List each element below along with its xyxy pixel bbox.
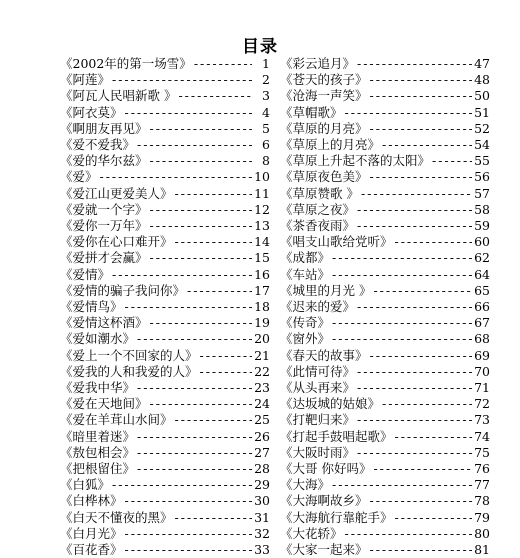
toc-entry-page: 67 [474, 315, 490, 331]
toc-leader-dashes [395, 234, 472, 250]
toc-entry-page: 48 [474, 72, 490, 88]
toc-entry-page: 33 [254, 542, 270, 558]
toc-entry [60, 105, 270, 121]
toc-entry-page: 13 [254, 218, 270, 234]
toc-entry-page: 16 [254, 266, 270, 282]
toc-entry [60, 153, 270, 169]
toc-right-column [280, 56, 490, 558]
toc-entry [280, 331, 490, 347]
toc-entry-title: 《阿瓦人民唱新歌 》 [60, 88, 177, 104]
toc-leader-dashes [357, 445, 472, 461]
toc-leader-dashes [137, 429, 252, 445]
toc-entry [280, 218, 490, 234]
toc-leader-dashes [112, 72, 252, 88]
toc-entry-page: 12 [254, 201, 270, 217]
toc-leader-dashes [125, 542, 252, 558]
toc-entry-page: 69 [474, 347, 490, 363]
toc-entry [280, 412, 490, 428]
toc-leader-dashes [137, 137, 252, 153]
toc-entry [280, 493, 490, 509]
toc-entry-page: 56 [474, 169, 490, 185]
toc-entry [280, 137, 490, 153]
toc-leader-dashes [382, 396, 472, 412]
toc-entry [280, 526, 490, 542]
toc-entry [280, 348, 490, 364]
toc-entry [280, 510, 490, 526]
toc-entry-page: 24 [254, 396, 270, 412]
toc-entry-title: 《城里的月光 》 [280, 282, 372, 298]
toc-entry-title: 《爱在羊茸山水间》 [60, 412, 173, 428]
toc-entry-title: 《大家一起来》 [280, 542, 368, 558]
toc-entry [60, 380, 270, 396]
toc-entry-page: 5 [262, 120, 270, 136]
toc-entry-title: 《爱拼才会赢》 [60, 250, 148, 266]
toc-entry-title: 《爱你在心口难开》 [60, 234, 173, 250]
toc-entry-title: 《敖包相会》 [60, 444, 136, 460]
toc-entry-title: 《爱情的骗子我问你》 [60, 282, 186, 298]
toc-leader-dashes [100, 169, 252, 185]
toc-entry-page: 54 [474, 137, 490, 153]
toc-entry-page: 65 [474, 282, 490, 298]
toc-leader-dashes [357, 202, 472, 218]
toc-entry [280, 105, 490, 121]
toc-entry [60, 186, 270, 202]
toc-entry-title: 《爱江山更爱美人》 [60, 185, 173, 201]
toc-left-column [60, 56, 270, 558]
toc-entry-title: 《阿衣莫》 [60, 104, 123, 120]
toc-entry [60, 121, 270, 137]
toc-entry-title: 《打起手鼓唱起歌》 [280, 428, 393, 444]
toc-entry-title: 《此情可待》 [280, 363, 356, 379]
toc-leader-dashes [357, 412, 472, 428]
toc-entry-title: 《成都》 [280, 250, 331, 266]
toc-entry [60, 88, 270, 104]
toc-entry [60, 250, 270, 266]
toc-entry-title: 《白月光》 [60, 525, 123, 541]
toc-entry-title: 《窗外》 [280, 331, 331, 347]
toc-leader-dashes [112, 477, 252, 493]
toc-leader-dashes [175, 510, 252, 526]
toc-entry-page: 58 [474, 201, 490, 217]
toc-entry-page: 75 [474, 444, 490, 460]
toc-entry-title: 《爱就一个字》 [60, 201, 148, 217]
toc-entry-page: 80 [474, 525, 490, 541]
toc-entry-title: 《爱我中华》 [60, 380, 136, 396]
toc-entry-page: 11 [254, 185, 270, 201]
toc-entry-title: 《传奇》 [280, 315, 331, 331]
toc-entry-page: 50 [474, 88, 490, 104]
toc-entry [60, 429, 270, 445]
toc-leader-dashes [361, 186, 472, 202]
toc-entry-page: 30 [254, 493, 270, 509]
toc-leader-dashes [194, 56, 252, 72]
toc-entry-page: 14 [254, 234, 270, 250]
toc-leader-dashes [332, 250, 472, 266]
toc-entry [280, 250, 490, 266]
toc-entry-title: 《白天不懂夜的黑》 [60, 509, 173, 525]
toc-entry-page: 25 [254, 412, 270, 428]
toc-leader-dashes [125, 299, 252, 315]
toc-entry-title: 《大花轿》 [280, 525, 343, 541]
toc-entry-page: 2 [262, 72, 270, 88]
toc-entry-page: 18 [254, 299, 270, 315]
toc-leader-dashes [373, 283, 472, 299]
toc-entry-page: 76 [474, 461, 490, 477]
toc-entry [280, 396, 490, 412]
toc-leader-dashes [175, 412, 252, 428]
toc-leader-dashes [357, 299, 472, 315]
toc-entry-title: 《白桦林》 [60, 493, 123, 509]
toc-entry [60, 218, 270, 234]
toc-leader-dashes [125, 493, 252, 509]
toc-entry-page: 74 [474, 428, 490, 444]
toc-entry-title: 《大海》 [280, 477, 331, 493]
toc-entry-title: 《爱情》 [60, 266, 111, 282]
toc-leader-dashes [395, 510, 472, 526]
toc-entry-title: 《大海啊故乡》 [280, 493, 368, 509]
toc-entry-page: 28 [254, 461, 270, 477]
toc-entry-page: 10 [254, 169, 270, 185]
toc-leader-dashes [370, 493, 472, 509]
toc-entry [280, 445, 490, 461]
toc-leader-dashes [370, 348, 472, 364]
toc-entry [60, 234, 270, 250]
toc-entry [280, 299, 490, 315]
toc-entry-page: 72 [474, 396, 490, 412]
toc-leader-dashes [200, 364, 252, 380]
toc-entry [280, 186, 490, 202]
toc-entry-title: 《百花香》 [60, 542, 123, 558]
toc-entry-title: 《大阪时雨》 [280, 444, 356, 460]
toc-entry-title: 《2002年的第一场雪》 [60, 56, 192, 71]
toc-entry-page: 26 [254, 428, 270, 444]
toc-entry-title: 《打靶归来》 [280, 412, 356, 428]
page-title: 目录 [242, 37, 278, 57]
toc-entry-page: 62 [474, 250, 490, 266]
toc-leader-dashes [332, 315, 472, 331]
toc-entry-title: 《达坂城的姑娘》 [280, 396, 381, 412]
toc-entry-title: 《草原上的月亮》 [280, 137, 381, 153]
toc-leader-dashes [150, 218, 252, 234]
toc-leader-dashes [150, 153, 252, 169]
toc-entry-page: 20 [254, 331, 270, 347]
toc-leader-dashes [137, 380, 252, 396]
toc-entry-page: 60 [474, 234, 490, 250]
toc-entry-page: 29 [254, 477, 270, 493]
toc-entry-title: 《茶香夜雨》 [280, 218, 356, 234]
toc-leader-dashes [150, 250, 252, 266]
toc-entry-page: 19 [254, 315, 270, 331]
toc-entry-title: 《爱的华尔兹》 [60, 153, 148, 169]
toc-entry-page: 52 [474, 120, 490, 136]
toc-entry [60, 445, 270, 461]
toc-entry [280, 364, 490, 380]
toc-entry [60, 137, 270, 153]
toc-entry [60, 169, 270, 185]
toc-entry [60, 283, 270, 299]
toc-entry [280, 234, 490, 250]
toc-entry [280, 88, 490, 104]
toc-entry [60, 542, 270, 558]
toc-entry [280, 315, 490, 331]
toc-entry-title: 《暗里着迷》 [60, 428, 136, 444]
toc-entry [60, 461, 270, 477]
toc-leader-dashes [137, 331, 252, 347]
toc-entry-title: 《春天的故事》 [280, 347, 368, 363]
toc-entry-page: 78 [474, 493, 490, 509]
toc-entry [60, 477, 270, 493]
toc-entry [280, 121, 490, 137]
toc-entry [280, 202, 490, 218]
toc-entry-title: 《爱不爱我》 [60, 137, 136, 153]
toc-leader-dashes [370, 88, 472, 104]
toc-entry-page: 66 [474, 299, 490, 315]
toc-entry [280, 153, 490, 169]
toc-entry [60, 412, 270, 428]
toc-leader-dashes [432, 153, 472, 169]
toc-entry-title: 《阿莲》 [60, 72, 111, 88]
toc-leader-dashes [382, 137, 472, 153]
toc-entry [60, 510, 270, 526]
toc-entry-title: 《迟来的爱》 [280, 299, 356, 315]
toc-entry-title: 《爱上一个不回家的人》 [60, 347, 198, 363]
toc-entry [280, 542, 490, 558]
toc-leader-dashes [357, 56, 472, 72]
toc-entry-title: 《草原上升起不落的太阳》 [280, 153, 431, 169]
toc-leader-dashes [332, 331, 472, 347]
toc-entry-title: 《彩云追月》 [280, 56, 356, 71]
toc-entry-title: 《车站》 [280, 266, 331, 282]
toc-entry-page: 1 [262, 56, 270, 71]
toc-entry-title: 《白狐》 [60, 477, 111, 493]
toc-leader-dashes [370, 169, 472, 185]
toc-entry-page: 22 [254, 363, 270, 379]
toc-entry-page: 3 [262, 88, 270, 104]
toc-entry [60, 315, 270, 331]
toc-leader-dashes [150, 202, 252, 218]
toc-entry [60, 493, 270, 509]
toc-entry-page: 73 [474, 412, 490, 428]
toc-entry-page: 79 [474, 509, 490, 525]
toc-leader-dashes [175, 234, 252, 250]
toc-entry-title: 《爱如潮水》 [60, 331, 136, 347]
toc-entry-title: 《沧海一声笑》 [280, 88, 368, 104]
toc-leader-dashes [345, 105, 472, 121]
toc-entry-page: 68 [474, 331, 490, 347]
toc-entry [280, 380, 490, 396]
toc-entry-page: 47 [474, 56, 490, 71]
toc-leader-dashes [332, 267, 472, 283]
toc-entry-title: 《大海航行靠舵手》 [280, 509, 393, 525]
toc-entry-page: 8 [262, 153, 270, 169]
toc-leader-dashes [150, 396, 252, 412]
toc-entry-title: 《草原的月亮》 [280, 120, 368, 136]
toc-leader-dashes [357, 218, 472, 234]
toc-leader-dashes [112, 267, 252, 283]
toc-leader-dashes [370, 542, 472, 558]
toc-entry-page: 71 [474, 380, 490, 396]
toc-leader-dashes [150, 121, 252, 137]
toc-entry-title: 《草原赞歌 》 [280, 185, 359, 201]
toc-entry [60, 299, 270, 315]
toc-entry [60, 56, 270, 72]
toc-entry-page: 55 [474, 153, 490, 169]
toc-entry-page: 17 [254, 282, 270, 298]
toc-leader-dashes [125, 105, 252, 121]
toc-entry-page: 77 [474, 477, 490, 493]
toc-entry-title: 《草原之夜》 [280, 201, 356, 217]
toc-leader-dashes [370, 121, 472, 137]
toc-entry [280, 461, 490, 477]
toc-leader-dashes [395, 429, 472, 445]
toc-entry-page: 23 [254, 380, 270, 396]
toc-leader-dashes [175, 186, 252, 202]
toc-entry-title: 《啊朋友再见》 [60, 120, 148, 136]
toc-entry-page: 59 [474, 218, 490, 234]
toc-entry [280, 429, 490, 445]
toc-leader-dashes [357, 364, 472, 380]
toc-entry-page: 64 [474, 266, 490, 282]
toc-leader-dashes [370, 72, 472, 88]
toc-leader-dashes [125, 526, 252, 542]
toc-leader-dashes [332, 477, 472, 493]
toc-entry-title: 《爱情鸟》 [60, 299, 123, 315]
toc-entry [60, 267, 270, 283]
toc-entry [280, 72, 490, 88]
toc-entry [280, 477, 490, 493]
toc-entry [60, 364, 270, 380]
toc-entry-title: 《草原夜色美》 [280, 169, 368, 185]
toc-entry-title: 《爱》 [60, 169, 98, 185]
toc-entry [280, 267, 490, 283]
toc-entry-title: 《爱我的人和我爱的人》 [60, 363, 198, 379]
toc-entry-title: 《爱情这杯酒》 [60, 315, 148, 331]
toc-entry [60, 396, 270, 412]
toc-entry-page: 81 [474, 542, 490, 558]
toc-entry-page: 51 [474, 104, 490, 120]
toc-entry-page: 31 [254, 509, 270, 525]
toc-entry [60, 202, 270, 218]
toc-entry-page: 57 [474, 185, 490, 201]
toc-entry-title: 《大哥 你好吗》 [280, 461, 372, 477]
toc-entry-page: 15 [254, 250, 270, 266]
toc-leader-dashes [137, 445, 252, 461]
toc-entry [280, 56, 490, 72]
toc-leader-dashes [150, 315, 252, 331]
toc-entry-page: 4 [262, 104, 270, 120]
toc-leader-dashes [357, 380, 472, 396]
toc-entry-page: 21 [254, 347, 270, 363]
toc-leader-dashes [373, 461, 472, 477]
toc-entry-title: 《爱你一万年》 [60, 218, 148, 234]
toc-entry-title: 《草帽歌》 [280, 104, 343, 120]
toc-leader-dashes [137, 461, 252, 477]
toc-entry-page: 27 [254, 444, 270, 460]
toc-leader-dashes [187, 283, 252, 299]
toc-entry-page: 70 [474, 363, 490, 379]
toc-entry [60, 526, 270, 542]
toc-leader-dashes [178, 88, 252, 104]
toc-leader-dashes [345, 526, 472, 542]
toc-entry-page: 6 [262, 137, 270, 153]
toc-entry-title: 《从头再来》 [280, 380, 356, 396]
toc-entry [280, 283, 490, 299]
toc-entry-title: 《苍天的孩子》 [280, 72, 368, 88]
toc-entry [60, 331, 270, 347]
toc-leader-dashes [200, 348, 252, 364]
toc-entry [280, 169, 490, 185]
toc-entry-page: 32 [254, 525, 270, 541]
toc-entry-title: 《把根留住》 [60, 461, 136, 477]
toc-entry-title: 《爱在天地间》 [60, 396, 148, 412]
toc-entry [60, 72, 270, 88]
toc-entry [60, 348, 270, 364]
toc-entry-title: 《唱支山歌给党听》 [280, 234, 393, 250]
